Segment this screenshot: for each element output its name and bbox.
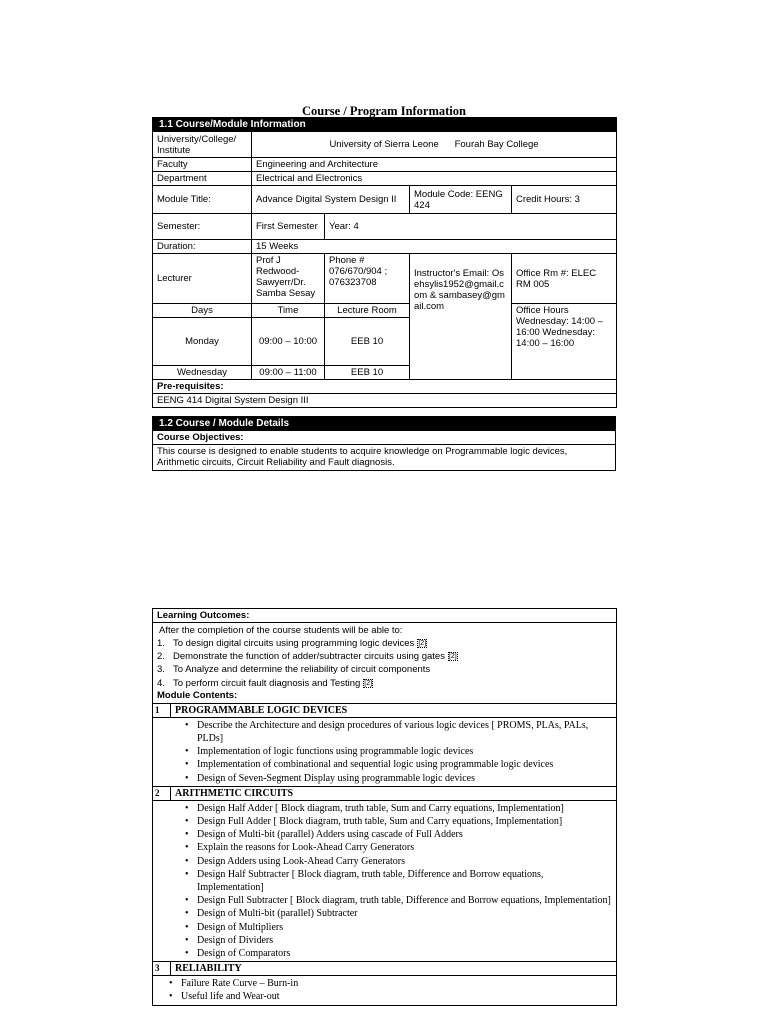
- office-hours: Office Hours Wednesday: 14:00 – 16:00 Wednesday: 14:00 – 16:00: [512, 304, 617, 380]
- list-item: • Implementation of combinational and sequential logic using programmable logic devices: [197, 758, 612, 771]
- list-item: • Design Full Subtracter [ Block diagram, truth table, Difference and Borrow equations, Implementation]: [197, 894, 612, 907]
- field-tag-icon: [2]: [364, 679, 373, 687]
- schedule-day: Wednesday: [153, 366, 252, 380]
- learning-outcomes-list: [157, 637, 612, 690]
- list-item: • Design of Seven-Segment Display using programmable logic devices: [197, 772, 612, 785]
- section-number: 1: [153, 703, 171, 717]
- department-label: Department: [153, 172, 252, 186]
- module-contents-label: Module Contents:: [157, 689, 238, 701]
- list-item: • Explain the reasons for Look-Ahead Carry Generators: [197, 841, 612, 854]
- section-title: RELIABILITY: [171, 962, 617, 976]
- objectives-label: Course Objectives:: [153, 431, 616, 445]
- section-number: 3: [153, 962, 171, 976]
- section-title: ARITHMETIC CIRCUITS: [171, 786, 617, 800]
- semester-label: Semester:: [153, 214, 252, 240]
- section-items-list: [159, 977, 612, 1003]
- time-header: Time: [252, 304, 325, 318]
- course-details-table: [152, 416, 616, 471]
- list-item: 2. Demonstrate the function of adder/subtracter circuits using gates [2]: [157, 651, 457, 663]
- list-item: • Design Half Adder [ Block diagram, truth table, Sum and Carry equations, Implementation]: [197, 802, 612, 815]
- list-item: 3. To Analyze and determine the reliability of circuit components: [157, 664, 431, 676]
- document-title: Course / Program Information: [302, 104, 466, 118]
- learning-outcomes-label: Learning Outcomes:: [153, 609, 617, 623]
- list-item: • Describe the Architecture and design procedures of various logic devices [ PROMS, PLAs, PALs, PLDs]: [197, 719, 612, 745]
- learning-outcomes-intro: After the completion of the course students will be able to:: [159, 625, 403, 636]
- duration-value: 15 Weeks: [252, 240, 617, 254]
- objectives-text: This course is designed to enable students to acquire knowledge on Programmable logic devices, Arithmetic circuits, Circuit Reliability and Fault diagnosis.: [153, 445, 616, 471]
- list-item: 4. To perform circuit fault diagnosis and Testing [2]: [157, 677, 373, 689]
- module-code: Module Code: EENG 424: [410, 186, 512, 214]
- list-item: • Design Adders using Look-Ahead Carry Generators: [197, 855, 612, 868]
- lecturer-names: Prof J Redwood-Sawyerr/Dr. Samba Sesay: [252, 254, 325, 304]
- learning-outcomes-table: [152, 608, 617, 1006]
- year-value: Year: 4: [325, 214, 617, 240]
- list-item: 1. To design digital circuits using programming logic devices [2]: [157, 638, 427, 649]
- course-info-table: [152, 117, 617, 408]
- office-room: Office Rm #: ELEC RM 005: [512, 254, 617, 304]
- list-item: • Failure Rate Curve – Burn-in: [181, 977, 612, 990]
- schedule-day: Monday: [153, 318, 252, 366]
- institution-label: University/College/ Institute: [153, 132, 252, 158]
- list-item: • Implementation of logic functions using programmable logic devices: [197, 745, 612, 758]
- section-number: 2: [153, 786, 171, 800]
- section-title: PROGRAMMABLE LOGIC DEVICES: [171, 703, 617, 717]
- list-item: • Design of Multi-bit (parallel) Adders using cascade of Full Adders: [197, 828, 612, 841]
- department-value: Electrical and Electronics: [252, 172, 617, 186]
- schedule-room: EEB 10: [325, 318, 410, 366]
- section-header-course-details: 1.2 Course / Module Details: [153, 417, 616, 431]
- module-title-value: Advance Digital System Design II: [252, 186, 410, 214]
- institution-value: University of Sierra Leone Fourah Bay College: [252, 132, 617, 158]
- credit-hours: Credit Hours: 3: [512, 186, 617, 214]
- list-item: • Design of Multipliers: [197, 921, 612, 934]
- faculty-label: Faculty: [153, 158, 252, 172]
- list-item: • Design Half Subtracter [ Block diagram, truth table, Difference and Borrow equations, Implementation]: [197, 868, 612, 894]
- schedule-room: EEB 10: [325, 366, 410, 380]
- field-tag-icon: [2]: [418, 639, 427, 647]
- list-item: • Design of Comparators: [197, 947, 612, 960]
- module-title-label: Module Title:: [153, 186, 252, 214]
- list-item: • Design of Multi-bit (parallel) Subtracter: [197, 907, 612, 920]
- room-header: Lecture Room: [325, 304, 410, 318]
- schedule-time: 09:00 – 11:00: [252, 366, 325, 380]
- section-items-list: [175, 802, 612, 960]
- section-header-course-info: 1.1 Course/Module Information: [153, 118, 617, 132]
- section-items-list: [175, 719, 612, 785]
- duration-label: Duration:: [153, 240, 252, 254]
- faculty-value: Engineering and Architecture: [252, 158, 617, 172]
- instructor-email: Instructor's Email: Osehsylis1952@gmail.com & sambasey@gmail.com: [410, 254, 512, 380]
- prerequisites-value: EENG 414 Digital System Design III: [153, 394, 617, 408]
- prerequisites-label: Pre-requisites:: [153, 380, 617, 394]
- lecturer-phone: Phone # 076/670/904 ; 076323708: [325, 254, 410, 304]
- days-header: Days: [153, 304, 252, 318]
- schedule-time: 09:00 – 10:00: [252, 318, 325, 366]
- list-item: • Useful life and Wear-out: [181, 990, 612, 1003]
- field-tag-icon: [2]: [448, 653, 457, 661]
- lecturer-label: Lecturer: [153, 254, 252, 304]
- list-item: • Design Full Adder [ Block diagram, truth table, Sum and Carry equations, Implementation]: [197, 815, 612, 828]
- semester-value: First Semester: [252, 214, 325, 240]
- list-item: • Design of Dividers: [197, 934, 612, 947]
